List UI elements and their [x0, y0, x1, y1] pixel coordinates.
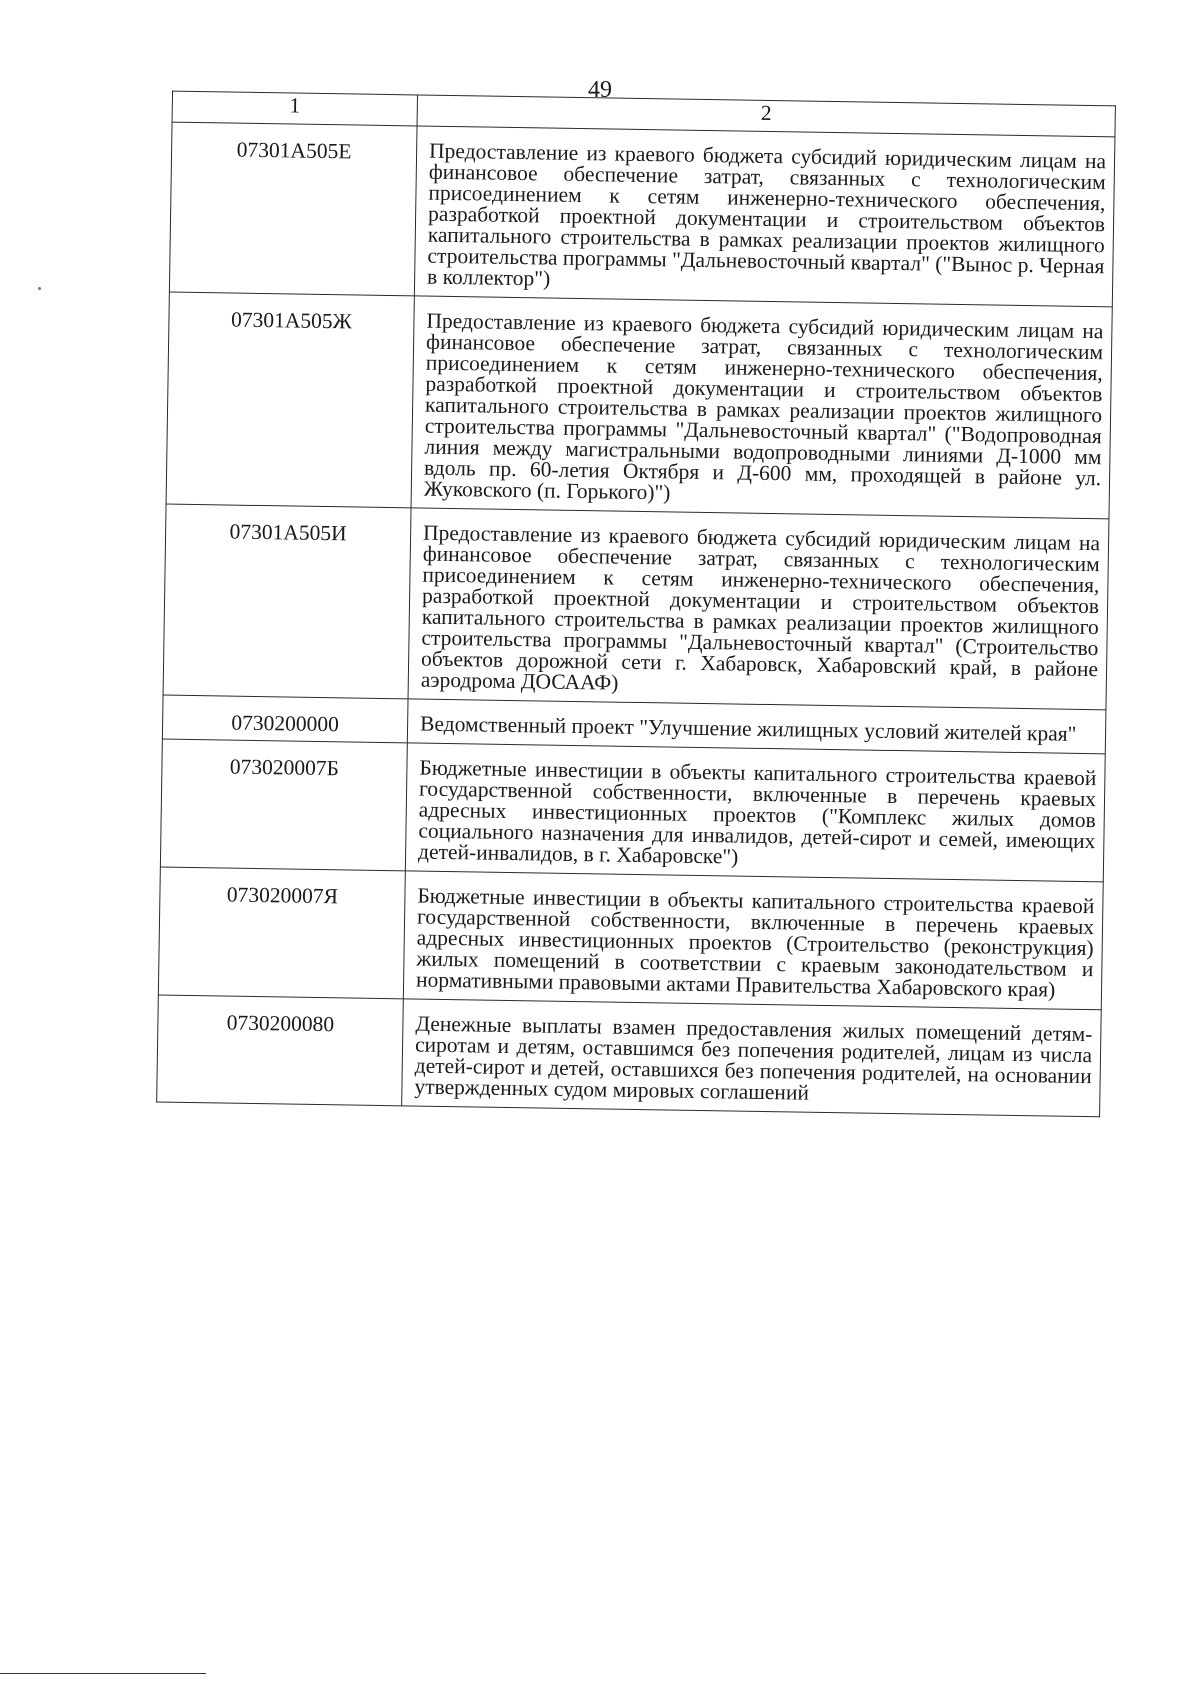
row-description-cell: Бюджетные инвестиции в объекты капитального строительства краевой государственной собственности, включенные в перечень краевых адресных инвестиционных проектов ("Комплекс жилых домов социального назначения для инвалидов, детей-сирот и семей, имеющих детей-инвалидов, в г. Хабаровске"): [405, 743, 1105, 882]
row-code-cell: 07301А505Ж: [166, 292, 414, 508]
row-code-cell: 07301А505И: [163, 504, 411, 699]
table-row: [158, 867, 1103, 1010]
footnote-rule: [0, 1673, 206, 1674]
table-row: [169, 122, 1115, 307]
row-code-cell: 073020007Б: [160, 739, 407, 871]
table-row: [166, 292, 1112, 519]
row-code-cell: 0730200000: [162, 695, 408, 743]
row-code-cell: 0730200080: [157, 995, 404, 1106]
row-description-cell: Предоставление из краевого бюджета субсидий юридическим лицам на финансовое обеспечение затрат, связанных с технологическим присоединением к сетям инженерно-технического обеспечения, разработкой проектной документации и строительством объектов капитального строительства в рамках реализации проектов жилищного строительства программы "Дальневосточный квартал" ("Водопроводная линия между магистральными водопроводными линиями Д-1000 мм вдоль пр. 60-летия Октября и Д-600 мм, проходящей в районе ул. Жуковского (п. Горького)"): [411, 296, 1112, 519]
budget-codes-table-grid: [156, 91, 1116, 1118]
column-header-2: 2: [417, 95, 1115, 137]
row-description-cell: Предоставление из краевого бюджета субсидий юридическим лицам на финансовое обеспечение затрат, связанных с технологическим присоединением к сетям инженерно-технического обеспечения, разработкой проектной документации и строительством объектов капитального строительства в рамках реализации проектов жилищного строительства программы "Дальневосточный квартал" (Строительство объектов дорожной сети г. Хабаровск, Хабаровский край, в районе аэродрома ДОСААФ): [408, 508, 1109, 710]
row-code-cell: 07301А505Е: [169, 122, 417, 296]
scan-speck: [38, 287, 41, 290]
budget-codes-table: [156, 91, 1116, 1118]
row-description-cell: Ведомственный проект "Улучшение жилищных условий жителей края": [407, 699, 1106, 754]
table-row: [163, 504, 1109, 710]
row-code-cell: 073020007Я: [158, 867, 405, 999]
row-description-cell: Бюджетные инвестиции в объекты капитального строительства краевой государственной собственности, включенные в перечень краевых адресных инвестиционных проектов (Строительство (реконструкция) жилых помещений в соответствии с краевым законодательством и нормативными правовыми актами Правительства Хабаровского края): [403, 871, 1103, 1010]
row-description-cell: Денежные выплаты взамен предоставления жилых помещений детям-сиротам и детям, оставшимся без попечения родителей, лицам из числа детей-сирот и детей, оставшихся без попечения родителей, на основании утвержденных судом мировых соглашений: [402, 999, 1102, 1117]
column-header-1: 1: [172, 91, 417, 126]
page-number: 49: [588, 77, 612, 103]
table-row: [157, 995, 1102, 1117]
table-row: [160, 739, 1105, 882]
row-description-cell: Предоставление из краевого бюджета субсидий юридическим лицам на финансовое обеспечение затрат, связанных с технологическим присоединением к сетям инженерно-технического обеспечения, разработкой проектной документации и строительством объектов капитального строительства в рамках реализации проектов жилищного строительства программы "Дальневосточный квартал" ("Вынос р. Черная в коллектор"): [414, 126, 1115, 307]
